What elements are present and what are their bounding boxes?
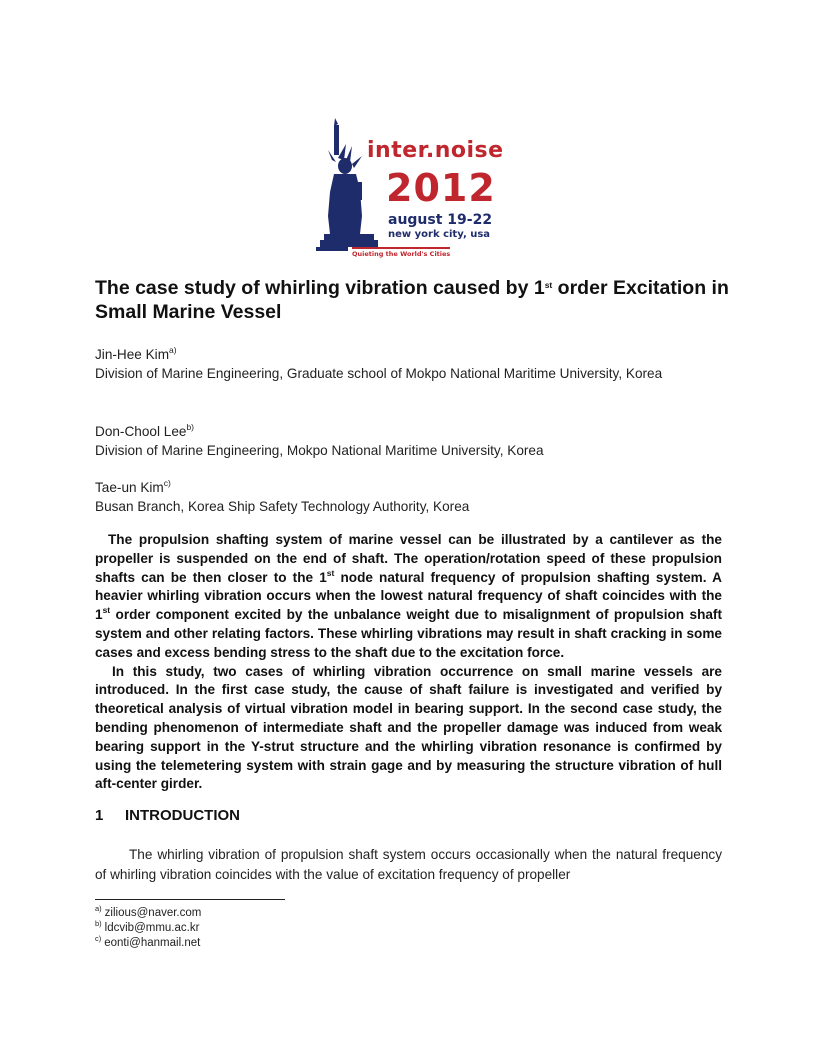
logo-tagline: Quieting the World's Cities [352,250,451,258]
abstract-paragraph-1 [95,531,722,663]
intro-paragraph: The whirling vibration of propulsion shaft system occurs occasionally when the natural frequency of whirling vibration coincides with the value of excitation frequency of propeller [95,847,722,882]
abstract-text: The propulsion shafting system of marine vessel can be illustrated by a cantilever as the propeller is suspended on the end of shaft. The operation/rotation speed of these propulsion shafts can be then closer to the 1 [95,532,722,585]
author-affiliation: Busan Branch, Korea Ship Safety Technology Authority, Korea [95,499,470,514]
author-block-2 [95,422,735,460]
footnotes [95,906,201,951]
logo-year: 2012 [386,166,496,210]
author-affiliation: Division of Marine Engineering, Graduate school of Mokpo National Maritime University, Korea [95,366,663,381]
title-text-1: The case study of whirling vibration caused by 1 [95,277,545,299]
author-name: Tae-un Kim [95,480,164,495]
abstract-text: order component excited by the unbalance weight due to misalignment of propulsion shaft system and other relating factors. These whirling vibrations may result in shaft cracking in some cases and excess bending stress to the shaft due to the excitation force. [95,607,722,660]
conference-logo [316,116,506,264]
footnote-email: ldcvib@mmu.ac.kr [104,922,200,934]
author-name: Don-Chool Lee [95,424,187,439]
section-heading [95,807,240,824]
author-mark: b) [186,422,195,432]
footnote-mark: a) [95,904,102,913]
abstract-superscript: st [102,605,111,616]
footnote-divider [95,899,285,900]
author-affiliation: Division of Marine Engineering, Mokpo National Maritime University, Korea [95,443,544,458]
section-number: 1 [95,807,104,824]
abstract-superscript: st [326,567,335,578]
logo-dates: august 19-22 [388,212,493,228]
author-block-1 [95,345,735,383]
footnote-email: eonti@hanmail.net [104,937,201,949]
logo-wordmark: inter.noise [367,138,504,163]
logo-location: new york city, usa [388,229,491,240]
abstract-paragraph-2: In this study, two cases of whirling vibration occurrence on small marine vessels are introduced. In the first case study, the cause of shaft failure is investigated and verified by theoretical analysis of virtual vibration model in bearing support. In the second case study, the bending phenomenon of intermediate shaft and the propeller damage was induced from weak bearing support in the Y-strut structure and the whirling vibration resonance is confirmed by using the telemetering system with strain gage and by measuring the structure vibration of hull aft-center girder. [95,663,722,792]
author-mark: a) [169,345,177,355]
footnote-item [95,936,201,951]
title-text-2: order Excitation in Small Marine Vessel [95,277,729,323]
logo-divider [352,247,450,249]
paper-title [95,276,735,324]
footnote-mark: c) [95,934,102,943]
section-title: INTRODUCTION [125,807,240,824]
title-superscript: st [544,280,553,290]
abstract [95,531,722,794]
author-mark: c) [163,478,171,488]
author-name: Jin-Hee Kim [95,347,170,362]
footnote-item [95,906,201,921]
author-block-3 [95,478,735,516]
footnote-mark: b) [95,919,102,928]
abstract-text: node natural frequency of propulsion shafting system. A heavier whirling vibration occurs when the lowest natural frequency of shaft coincides with the 1 [95,569,722,623]
footnote-email: zilious@naver.com [104,907,202,919]
footnote-item [95,921,201,936]
